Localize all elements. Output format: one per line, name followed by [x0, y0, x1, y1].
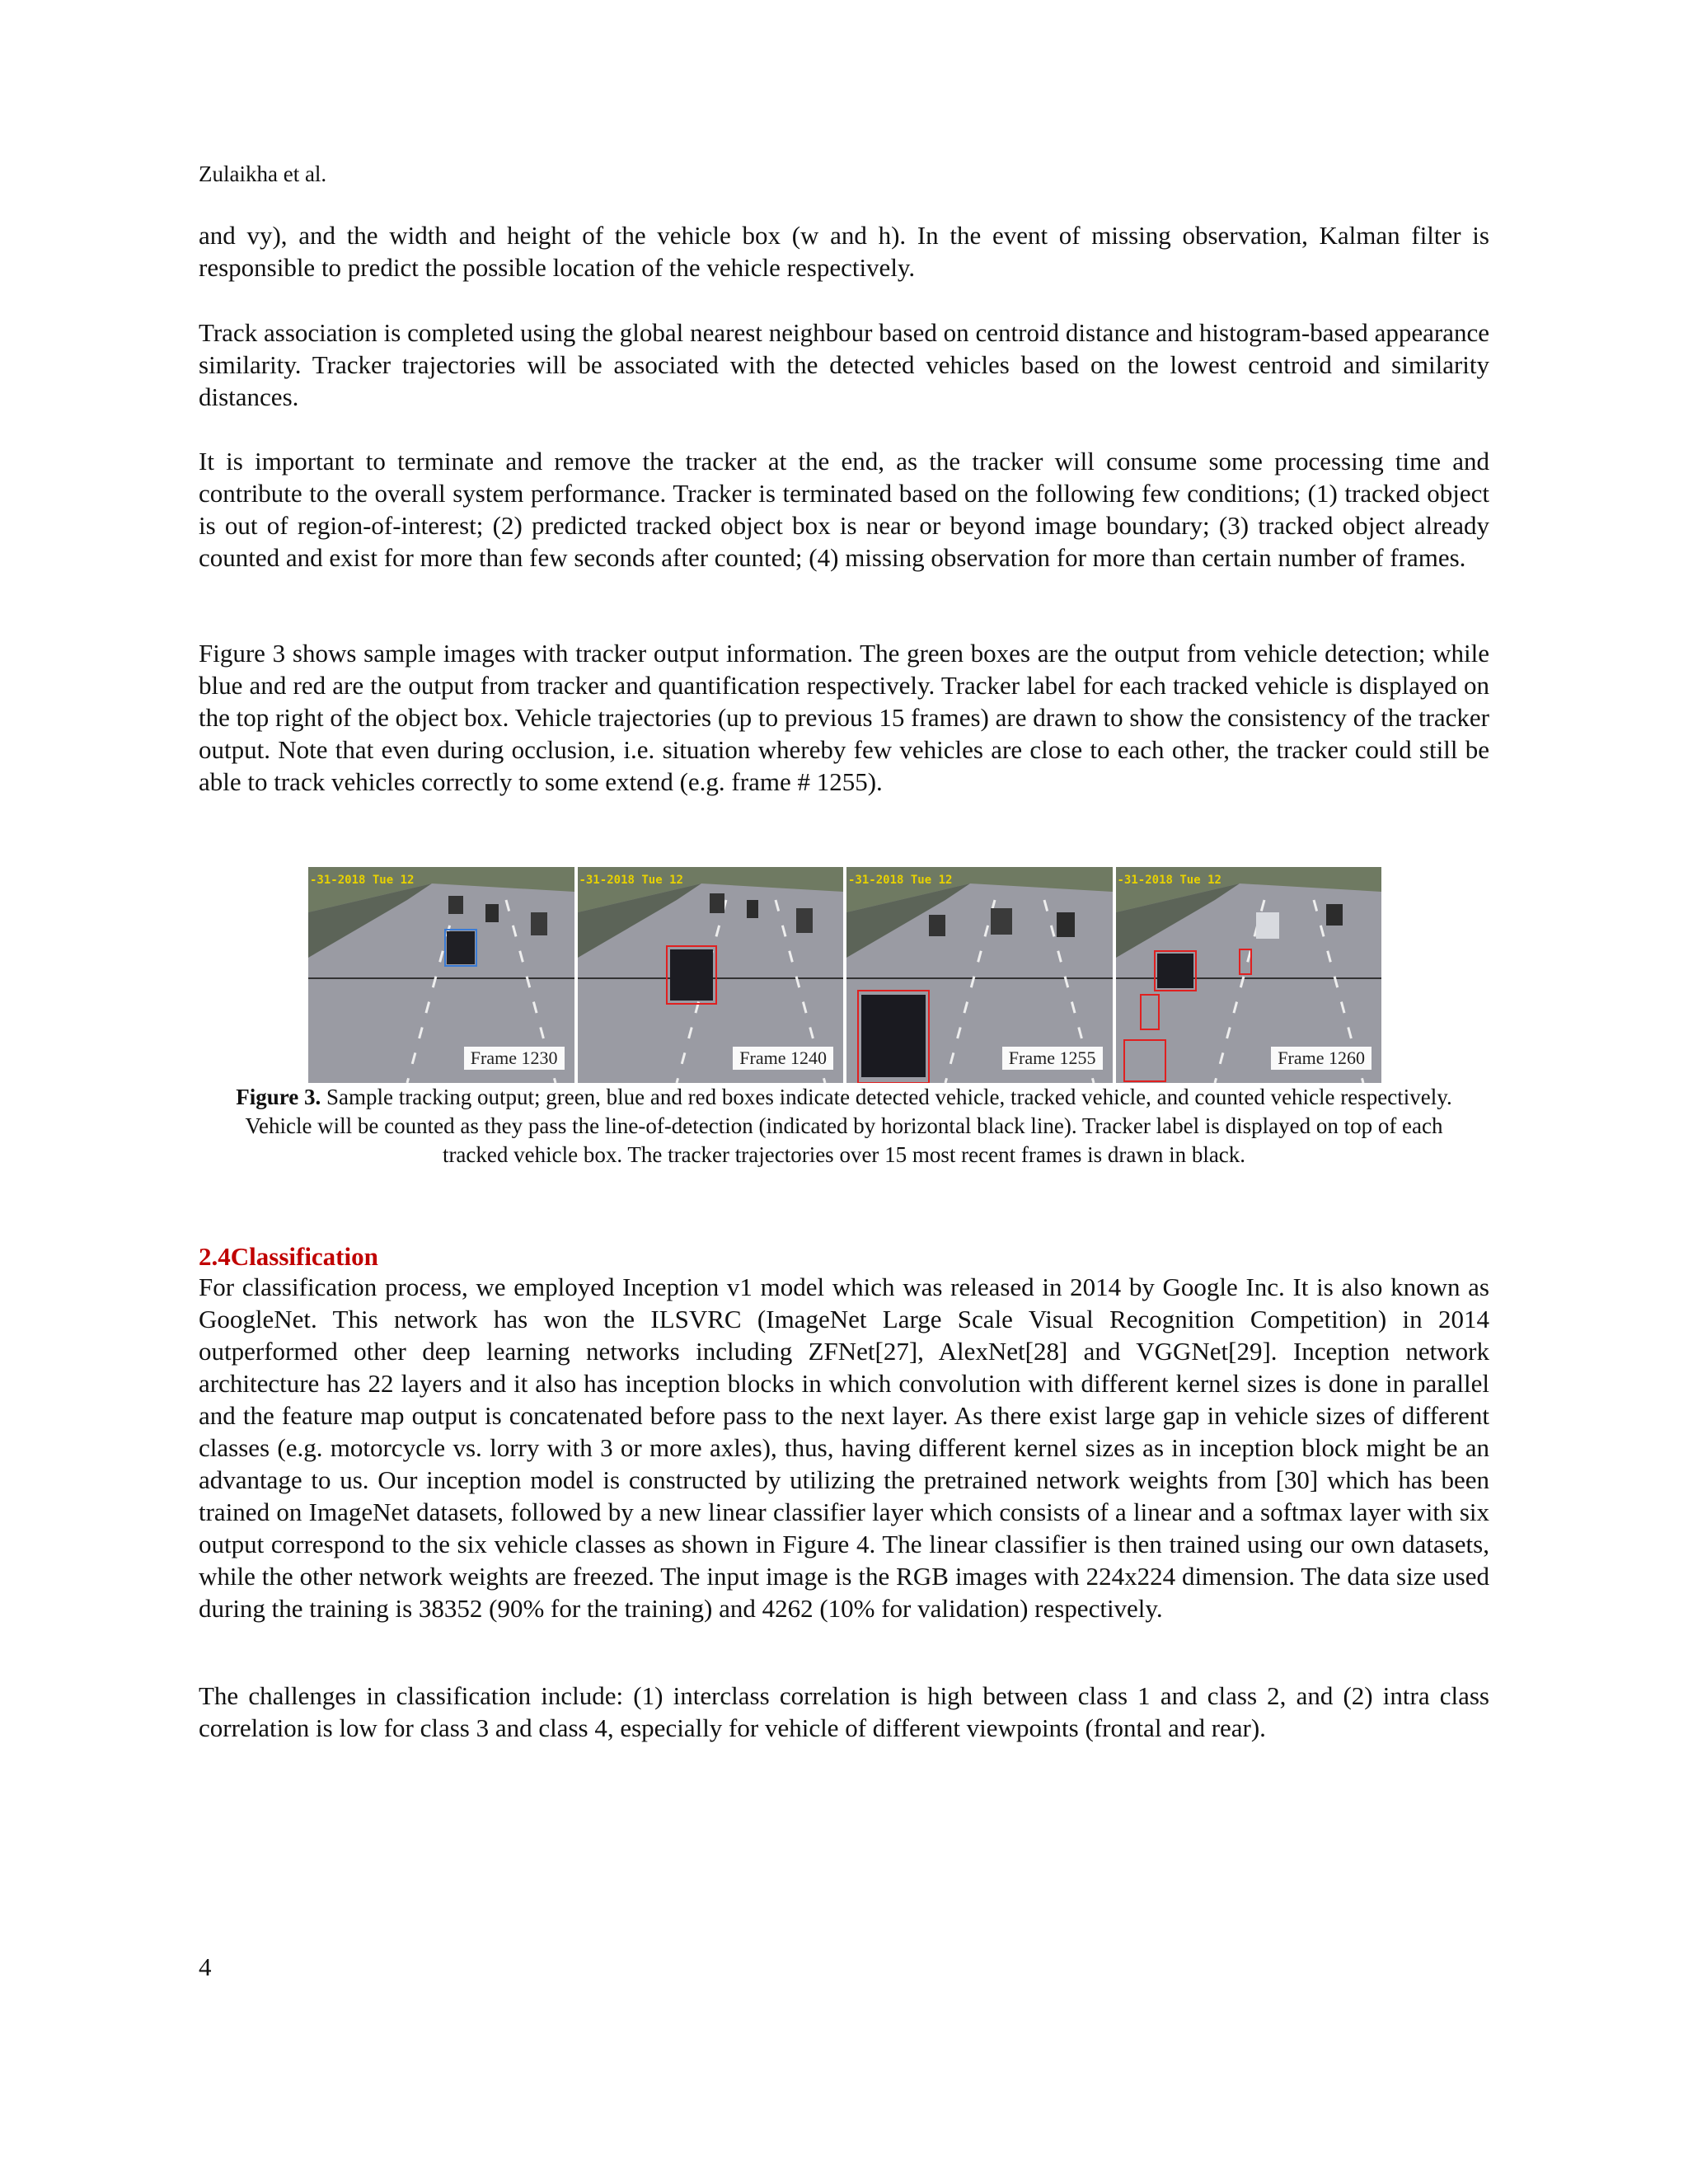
paragraph-track-association — [199, 316, 1489, 413]
page-number: 4 — [199, 1952, 212, 1981]
running-head: Zulaikha et al. — [199, 162, 327, 186]
frame-timestamp: -31-2018 Tue 12 — [848, 874, 953, 887]
paragraph-text: and vy), and the width and height of the vehicle box (w and h). In the event of missing observation, Kalman filter is responsible to predict the possible location of the vehicle respectively. — [199, 221, 1489, 282]
figure-caption — [226, 1083, 1462, 1169]
frame-label: Frame 1240 — [733, 1047, 833, 1070]
section-heading-classification: 2.4Classification — [199, 1242, 378, 1271]
frame-label: Frame 1260 — [1271, 1047, 1372, 1070]
paragraph-kalman — [199, 219, 1489, 284]
frame-label: Frame 1230 — [464, 1047, 565, 1070]
caption-text: Sample tracking output; green, blue and red boxes indicate detected vehicle, tracked vehicle, and counted vehicle respectively. Vehicle will be counted as they pass the line-of-detection (indicated by horizontal black line). Tracker label is displayed on top of each tracked vehicle box. The tracker trajectories over 15 most recent frames is drawn in black. — [245, 1085, 1452, 1167]
frame-image-1230 — [308, 867, 574, 1083]
paragraph-tracker-termination — [199, 445, 1489, 574]
frame-timestamp: -31-2018 Tue 12 — [579, 874, 683, 887]
paragraph-text: Figure 3 shows sample images with tracker output information. The green boxes are the output from vehicle detection; while blue and red are the output from tracker and quantification respectively. Tracker label for each tracked vehicle is displayed on the top right of the object box. Vehicle trajectories (up to previous 15 frames) are drawn to show the consistency of the tracker output. Note that even during occlusion, i.e. situation whereby few vehicles are close to each other, the tracker could still be able to track vehicles correctly to some extend (e.g. frame # 1255). — [199, 639, 1489, 796]
caption-label: Figure 3. — [236, 1085, 321, 1109]
paragraph-text: Track association is completed using the global nearest neighbour based on centroid distance and histogram-based appearance similarity. Tracker trajectories will be associated with the detected vehicles based on the lowest centroid and similarity distances. — [199, 318, 1489, 411]
figure-3-tracking-frames — [308, 867, 1381, 1083]
frame-image-1260 — [1116, 867, 1382, 1083]
paragraph-text: The challenges in classification include: (1) interclass correlation is high between class 1 and class 2, and (2) intra class correlation is low for class 3 and class 4, especially for vehicle of different viewpoints (frontal and rear). — [199, 1681, 1489, 1742]
paragraph-classification-challenges — [199, 1680, 1489, 1744]
paragraph-figure3-description — [199, 637, 1489, 798]
frame-timestamp: -31-2018 Tue 12 — [1117, 874, 1221, 887]
frame-label: Frame 1255 — [1002, 1047, 1103, 1070]
frame-timestamp: -31-2018 Tue 12 — [310, 874, 415, 887]
paragraph-text: It is important to terminate and remove the tracker at the end, as the tracker will consume some processing time and contribute to the overall system performance. Tracker is terminated based on the following few conditions; (1) tracked object is out of region-of-interest; (2) predicted tracked object box is near or beyond image boundary; (3) tracked object already counted and exist for more than few seconds after counted; (4) missing observation for more than certain number of frames. — [199, 447, 1489, 572]
paragraph-inception-model — [199, 1271, 1489, 1624]
frame-image-1240 — [578, 867, 844, 1083]
paragraph-text: For classification process, we employed Inception v1 model which was released in 2014 by Google Inc. It is also known as GoogleNet. This network has won the ILSVRC (ImageNet Large Scale Visual Recognition Competition) in 2014 outperformed other deep learning networks including ZFNet[27], AlexNet[28] and VGGNet[29]. Inception network architecture has 22 layers and it also has inception blocks in which convolution with different kernel sizes is done in parallel and the feature map output is concatenated before pass to the next layer. As there exist large gap in vehicle sizes of different classes (e.g. motorcycle vs. lorry with 3 or more axles), thus, having different kernel sizes as in inception block might be an advantage to us. Our inception model is constructed by utilizing the pretrained network weights from [30] which has been trained on ImageNet datasets, followed by a new linear classifier layer which consists of a linear and a softmax layer with six output correspond to the six vehicle classes as shown in Figure 4. The linear classifier is then trained using our own datasets, while the other network weights are freezed. The input image is the RGB images with 224x224 dimension. The data size used during the training is 38352 (90% for the training) and 4262 (10% for validation) respectively. — [199, 1272, 1489, 1623]
frame-image-1255 — [846, 867, 1113, 1083]
